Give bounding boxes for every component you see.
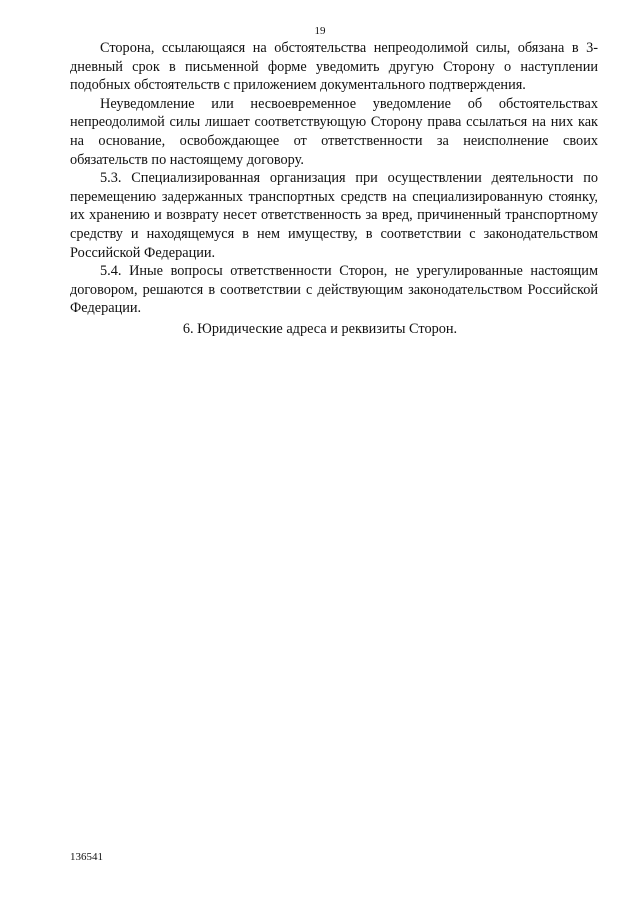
- paragraph-force-majeure-notice: Сторона, ссылающаяся на обстоятельства непреодолимой силы, обязана в 3-дневный срок в письменной форме уведомить другую Сторону о наступлении подобных обстоятельств с приложением документального подтверждения.: [70, 40, 598, 94]
- paragraph-failure-to-notify: Неуведомление или несвоевременное уведомление об обстоятельствах непреодолимой силы лишает соответствующую Сторону права ссылаться на них как на основание, освобождающее от ответственности за неисполнение своих обязательств по настоящему договору.: [70, 95, 598, 168]
- paragraph-clause-5-3: 5.3. Специализированная организация при осуществлении деятельности по перемещению задержанных транспортных средств на специализированную стоянку, их хранению и возврату несет ответственность за вред, причиненный транспортному средству и находящемуся в нем имуществу, в соответствии с законодательством Российской Федерации.: [70, 170, 598, 261]
- section-heading-6: 6. Юридические адреса и реквизиты Сторон.: [182, 321, 458, 337]
- paragraph-clause-5-4: 5.4. Иные вопросы ответственности Сторон, не урегулированные настоящим договором, решаются в соответствии с действующим законодательством Российской Федерации.: [70, 263, 598, 317]
- document-body: [70, 39, 598, 318]
- page-number: 19: [314, 25, 326, 37]
- document-code: 136541: [70, 851, 103, 863]
